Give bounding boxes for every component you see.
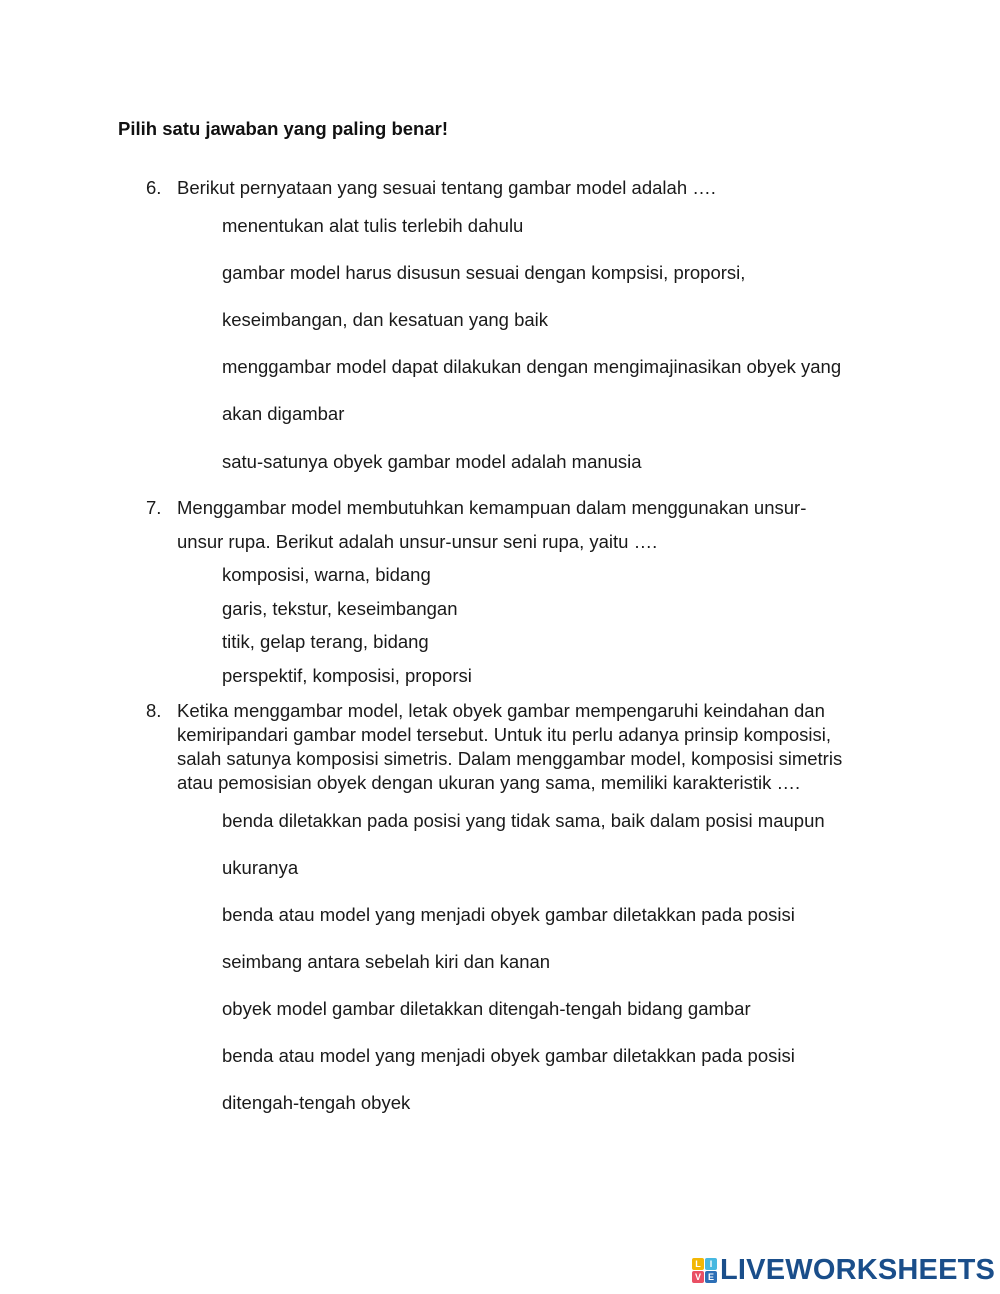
logo-mark-letter: V xyxy=(692,1271,704,1283)
answer-option[interactable]: akan digambar xyxy=(222,403,345,424)
answer-option[interactable]: benda atau model yang menjadi obyek gambar diletakkan pada posisi xyxy=(222,1045,795,1066)
question-text: Menggambar model membutuhkan kemampuan dalam menggunakan unsur- xyxy=(177,497,807,518)
answer-option[interactable]: ukuranya xyxy=(222,857,299,878)
answer-option[interactable]: titik, gelap terang, bidang xyxy=(222,631,429,652)
question-number: 6. xyxy=(146,177,162,198)
answer-option[interactable]: satu-satunya obyek gambar model adalah manusia xyxy=(222,451,642,472)
answer-option[interactable]: benda atau model yang menjadi obyek gambar diletakkan pada posisi xyxy=(222,904,795,925)
answer-option[interactable]: menentukan alat tulis terlebih dahulu xyxy=(222,215,524,236)
logo-mark-letter: I xyxy=(705,1258,717,1270)
logo-mark-icon xyxy=(692,1258,717,1283)
instruction: Pilih satu jawaban yang paling benar! xyxy=(118,118,448,139)
answer-option[interactable]: garis, tekstur, keseimbangan xyxy=(222,598,458,619)
question-text: kemiripandari gambar model tersebut. Untuk itu perlu adanya prinsip komposisi, xyxy=(177,724,831,745)
question-text: atau pemosisian obyek dengan ukuran yang sama, memiliki karakteristik …. xyxy=(177,772,801,793)
question-number: 7. xyxy=(146,497,162,518)
question-text: salah satunya komposisi simetris. Dalam menggambar model, komposisi simetris xyxy=(177,748,843,769)
answer-option[interactable]: perspektif, komposisi, proporsi xyxy=(222,665,472,686)
answer-option[interactable]: obyek model gambar diletakkan ditengah-tengah bidang gambar xyxy=(222,998,751,1019)
answer-option[interactable]: ditengah-tengah obyek xyxy=(222,1092,411,1113)
answer-option[interactable]: komposisi, warna, bidang xyxy=(222,564,431,585)
liveworksheets-logo xyxy=(692,1254,995,1286)
logo-mark-letter: L xyxy=(692,1258,704,1270)
question-number: 8. xyxy=(146,700,162,721)
answer-option[interactable]: seimbang antara sebelah kiri dan kanan xyxy=(222,951,551,972)
question-text: Berikut pernyataan yang sesuai tentang gambar model adalah …. xyxy=(177,177,716,198)
answer-option[interactable]: benda diletakkan pada posisi yang tidak sama, baik dalam posisi maupun xyxy=(222,810,825,831)
answer-option[interactable]: menggambar model dapat dilakukan dengan mengimajinasikan obyek yang xyxy=(222,356,842,377)
question-text: Ketika menggambar model, letak obyek gambar mempengaruhi keindahan dan xyxy=(177,700,825,721)
question-text: unsur rupa. Berikut adalah unsur-unsur seni rupa, yaitu …. xyxy=(177,531,658,552)
logo-mark-letter: E xyxy=(705,1271,717,1283)
answer-option[interactable]: gambar model harus disusun sesuai dengan kompsisi, proporsi, xyxy=(222,262,746,283)
answer-option[interactable]: keseimbangan, dan kesatuan yang baik xyxy=(222,309,549,330)
logo-text: LIVEWORKSHEETS xyxy=(720,1253,996,1286)
